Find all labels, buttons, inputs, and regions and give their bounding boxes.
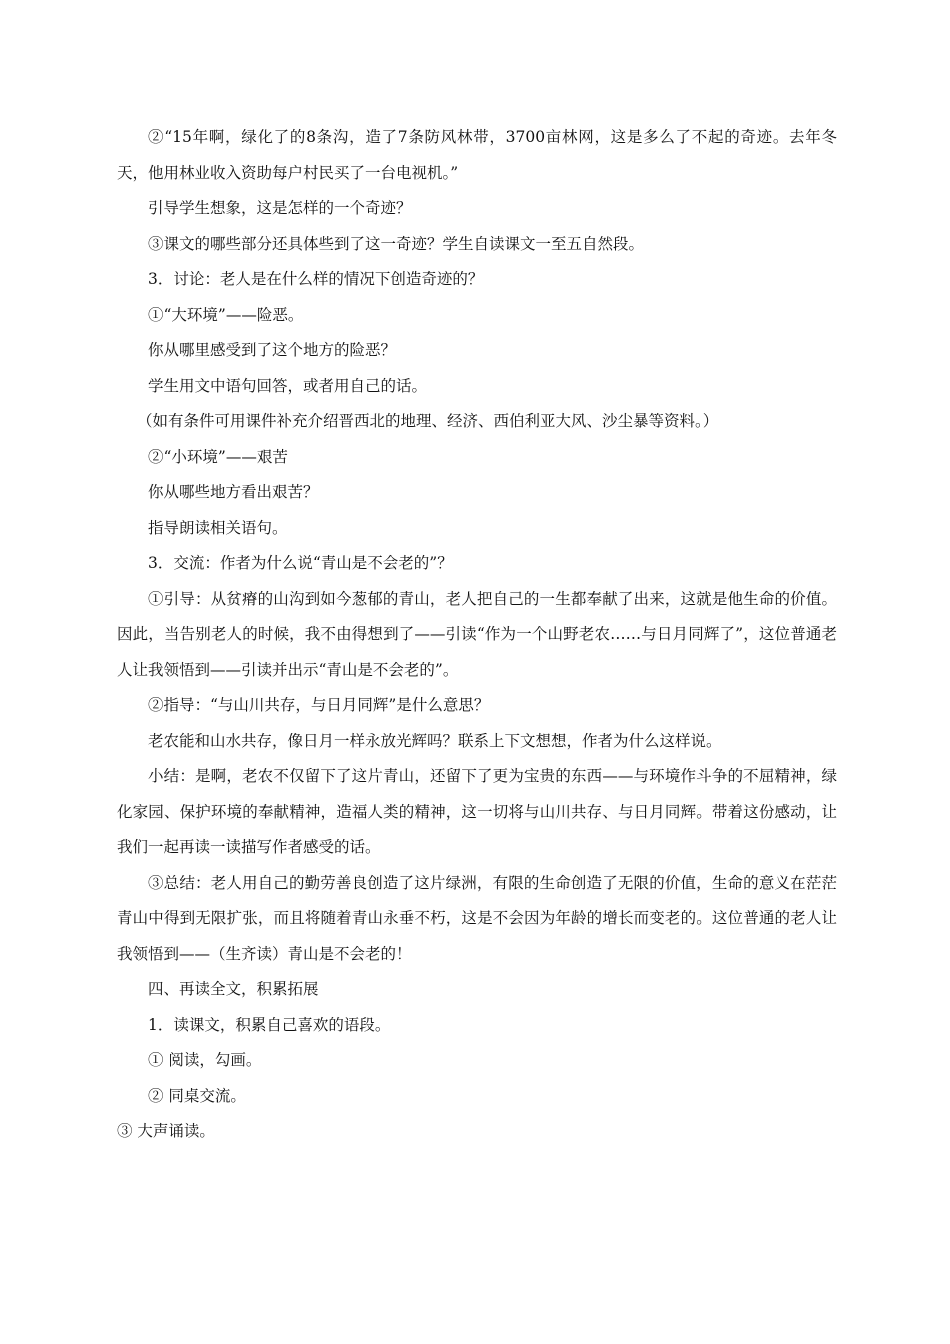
paragraph-conclusion: ③总结：老人用自己的勤劳善良创造了这片绿洲，有限的生命创造了无限的价值，生命的意义在茫茫青山中得到无限扩张，而且将随着青山永垂不朽，这是不会因为年龄的增长而变老的。这位普通的老人让我领悟到——（生齐读）青山是不会老的！ — [117, 873, 837, 963]
paragraph-coexist-question: 老农能和山水共存，像日月一样永放光辉吗？联系上下文想想，作者为什么这样说。 — [148, 731, 722, 750]
paragraph-accumulate: 1．读课文，积累自己喜欢的语段。 — [148, 1015, 391, 1034]
section-heading-reread: 四、再读全文，积累拓展 — [148, 980, 319, 998]
paragraph-courseware-note: （如有条件可用课件补充介绍晋西北的地理、经济、西伯利亚大风、沙尘暴等资料。） — [137, 412, 719, 430]
paragraph-summary: 小结：是啊，老农不仅留下了这片青山，还留下了更为宝贵的东西——与环境作斗争的不屈精神，绿化家园、保护环境的奉献精神，造福人类的精神，这一切将与山川共存、与日月同辉。带着这份感动，让我们一起再读一读描写作者感受的话。 — [117, 767, 837, 856]
paragraph-discussion-heading: 3．讨论：老人是在什么样的情况下创造奇迹的？ — [148, 270, 484, 288]
list-item-recite: ③ 大声诵读。 — [117, 1122, 215, 1140]
paragraph-exchange-heading: 3．交流：作者为什么说“青山是不会老的”？ — [148, 554, 453, 572]
paragraph-small-environment: ②“小环境”——艰苦 — [148, 447, 288, 466]
paragraph-student-answer: 学生用文中语句回答，或者用自己的话。 — [148, 376, 428, 395]
paragraph-miracle-quote: ②“15年啊，绿化了的8条沟，造了7条防风林带，3700亩林网，这是多么了不起的奇迹。去年冬天，他用林业收入资助每户村民买了一台电视机。” — [117, 128, 837, 182]
list-item-read-mark: ① 阅读，勾画。 — [148, 1051, 262, 1069]
document-body — [117, 120, 837, 1150]
paragraph-self-read: ③课文的哪些部分还具体些到了这一奇迹？学生自读课文一至五自然段。 — [148, 234, 645, 253]
paragraph-guide-meaning: ②指导：“与山川共存，与日月同辉”是什么意思？ — [148, 696, 490, 714]
list-item-desk-exchange: ② 同桌交流。 — [148, 1086, 246, 1105]
paragraph-read-aloud-guide: 指导朗读相关语句。 — [148, 518, 288, 537]
paragraph-imagine-prompt: 引导学生想象，这是怎样的一个奇迹？ — [148, 199, 412, 217]
paragraph-harsh-question: 你从哪里感受到了这个地方的险恶？ — [148, 341, 397, 359]
paragraph-big-environment: ①“大环境”——险恶。 — [148, 305, 304, 324]
paragraph-guide-value: ①引导：从贫瘠的山沟到如今葱郁的青山，老人把自己的一生都奉献了出来，这就是他生命的价值。因此，当告别老人的时候，我不由得想到了——引读“作为一个山野老农……与日月同辉了”，这位普通老人让我领悟到——引读并出示“青山是不会老的”。 — [117, 589, 837, 679]
paragraph-hardship-question: 你从哪些地方看出艰苦？ — [148, 483, 319, 501]
